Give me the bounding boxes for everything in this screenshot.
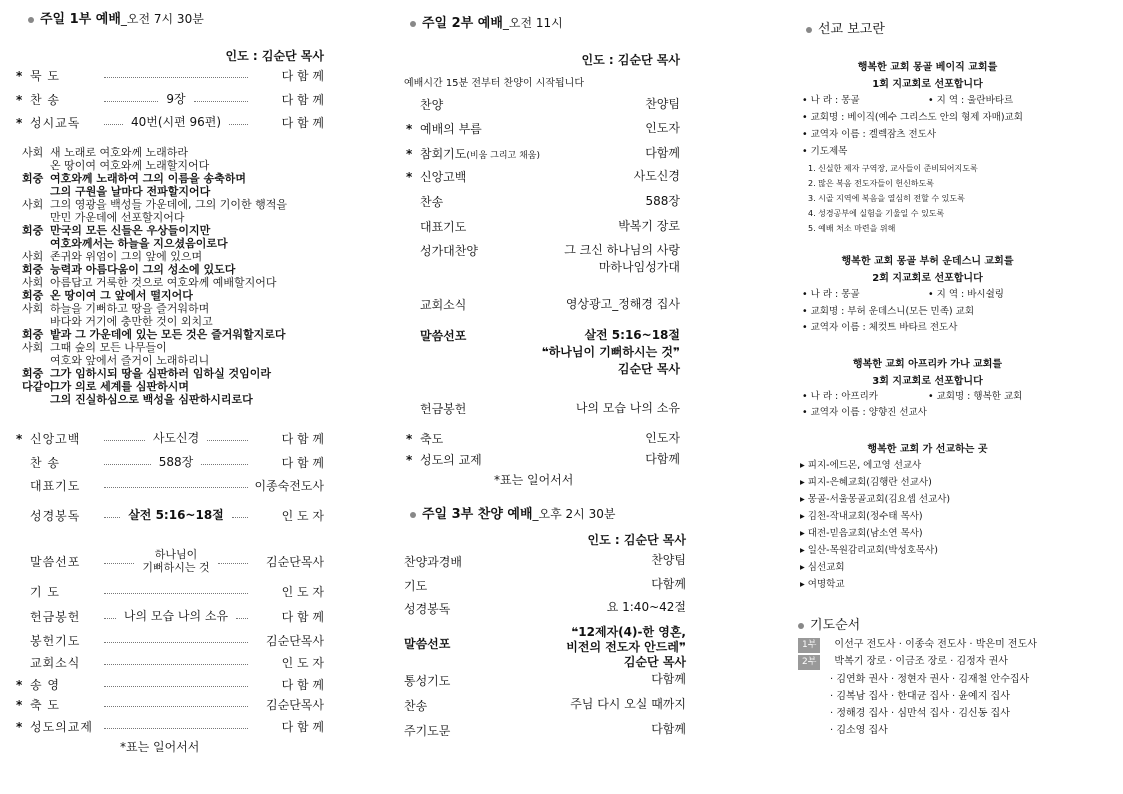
dotted-leader [104, 664, 248, 665]
order-detail [645, 145, 680, 162]
reading-line [22, 159, 342, 172]
order-person: 다 함 께 [281, 678, 324, 692]
order-label [406, 120, 482, 137]
reader-role: 회중 [22, 172, 44, 185]
order-detail [646, 193, 681, 210]
order-detail-line: 마하나임성가대 [598, 260, 680, 274]
service1-leader: 인도 : 김순단 목사 [225, 49, 324, 63]
order-label: 성도의교제 [30, 720, 93, 734]
star-mark: * [16, 697, 23, 712]
dotted-leader [201, 464, 248, 465]
order-label-text: 성가대찬양 [420, 244, 478, 258]
reader-role: 사회 [22, 276, 44, 289]
order-person: 김순단목사 [266, 554, 325, 569]
bullet-icon [410, 21, 416, 27]
mission-heading: 행복한 교회 가 선교하는 곳 [867, 444, 988, 455]
order-label: 말씀선포 [404, 637, 451, 651]
order-detail [542, 327, 680, 378]
dotted-leader [232, 517, 248, 518]
order-person: 다 함 께 [281, 69, 324, 83]
reading-text: 여호와께서는 하늘을 지으셨음이로다 [50, 237, 228, 250]
reading-line [22, 224, 342, 237]
dotted-leader [104, 101, 158, 102]
order-detail-line: 김순단 목사 [623, 655, 686, 669]
order-label [406, 451, 482, 468]
dotted-leader [218, 563, 248, 564]
order-label-text: 신앙고백 [420, 170, 467, 184]
order-row [16, 632, 324, 649]
reading-text: 여호와께 노래하여 그의 이름을 송축하며 [50, 172, 246, 185]
dotted-leader [104, 706, 248, 707]
star-mark: * [406, 122, 413, 136]
dotted-leader [104, 517, 120, 518]
order-label-note: (비움 그리고 채움) [466, 151, 540, 161]
reader-role: 다같이 [22, 380, 54, 393]
order-detail [645, 451, 680, 468]
mission-heading: 2회 지교회로 선포합니다 [872, 273, 983, 284]
reader-role: 사회 [22, 250, 44, 263]
order-row [16, 91, 324, 108]
order-label: 말씀선포 [30, 554, 81, 569]
reading-line [22, 250, 342, 263]
order-label-text: 교회소식 [420, 298, 467, 312]
order-person: 김순단목사 [266, 634, 324, 648]
dotted-leader [194, 101, 248, 102]
prayer-row [798, 637, 1037, 653]
reading-line [22, 172, 342, 185]
order-row [16, 430, 324, 447]
order-detail-line: 다함께 [651, 722, 686, 736]
order-label: 찬송 [404, 699, 428, 713]
reading-line [22, 263, 342, 276]
order-person: 다 함 께 [281, 720, 324, 734]
order-detail [566, 625, 686, 670]
reading-line [22, 276, 342, 289]
order-person: 다 함 께 [281, 610, 324, 624]
dotted-leader [104, 77, 248, 78]
order-detail-line: 박복기 장로 [618, 219, 680, 233]
reading-text: 그가 임하시되 땅을 심판하러 임하실 것임이라 [50, 367, 272, 380]
reading-line [22, 341, 342, 354]
service1-header [28, 8, 204, 27]
reader-role: 회중 [22, 224, 44, 237]
reading-line [22, 237, 342, 250]
order-label [406, 296, 466, 313]
mission-line: • 교회명 : 부허 운데스니(모든 민족) 교회 [802, 306, 974, 317]
service3-leader: 인도 : 김순단 목사 [587, 533, 686, 547]
order-label-text: 찬송 [420, 195, 444, 209]
mission-heading: 1회 지교회로 선포합니다 [872, 79, 983, 90]
prayer-order-header [798, 614, 860, 633]
prayer-names: · 정해경 집사 · 심만석 집사 · 김신동 집사 [830, 708, 1010, 719]
dotted-leader [104, 686, 248, 687]
dotted-leader [104, 440, 145, 441]
reading-line [22, 302, 342, 315]
reader-role: 사회 [22, 302, 44, 315]
order-label: 기 도 [30, 585, 60, 599]
order-detail: 사도신경 [149, 432, 203, 445]
reading-line [22, 315, 342, 328]
star-mark: * [406, 432, 413, 446]
dotted-leader [236, 618, 248, 619]
reading-text: 아름답고 거룩한 것으로 여호와께 예배할지어다 [50, 276, 277, 289]
order-label-text: 말씀선포 [420, 329, 467, 343]
reading-line [22, 380, 342, 393]
order-label: 대표기도 [30, 479, 81, 493]
order-label [406, 145, 540, 162]
order-detail [570, 697, 686, 712]
order-row [16, 676, 324, 693]
bullet-icon [28, 17, 34, 23]
reading-text: 존귀와 위엄이 그의 앞에 있으며 [50, 250, 203, 263]
dotted-leader [104, 464, 151, 465]
order-person: 다 함 께 [281, 93, 325, 107]
order-detail-line: ❝12제자(4)-한 영혼, [571, 625, 686, 639]
order-label-text: 예배의 부름 [420, 122, 482, 136]
mission-line: • 교역자 이름 : 겔렉잠츠 전도사 [802, 129, 937, 140]
order-label [406, 168, 466, 185]
dotted-leader [104, 124, 123, 125]
mission-line: • 지 역 : 울란바타르 [928, 95, 1014, 106]
order-label: 신앙고백 [30, 432, 81, 446]
service1-title: 주일 1부 예배 [40, 12, 121, 27]
order-label: 헌금봉헌 [30, 610, 81, 624]
mission-line: ▸ 피지-에드몬, 에고영 선교사 [800, 460, 922, 471]
reading-line [22, 354, 342, 367]
service2-title: 주일 2부 예배 [422, 16, 503, 31]
reader-role: 회중 [22, 328, 44, 341]
reader-role: 사회 [22, 198, 44, 211]
service2-header [410, 12, 563, 31]
order-detail: 9장 [162, 93, 189, 106]
reading-line [22, 198, 342, 211]
order-row [16, 477, 324, 494]
reading-line [22, 185, 342, 198]
mission-title: 선교 보고란 [818, 22, 885, 37]
reading-text: 그때 숲의 모든 나무들이 [50, 341, 167, 354]
order-detail [645, 430, 680, 447]
prayer-order-title: 기도순서 [810, 618, 861, 633]
reading-text: 만민 가운데에 선포할지어다 [50, 211, 185, 224]
responsive-reading [22, 146, 342, 406]
order-detail: 하나님이 기뻐하시는 것 [138, 548, 213, 574]
mission-line: ▸ 대전-믿음교회(남소연 목사) [800, 528, 923, 539]
prayer-topic: 5. 예배 처소 마련을 위해 [808, 224, 896, 233]
order-label-text: 참회기도 [420, 147, 467, 161]
order-label [406, 193, 443, 210]
service1-time: _오전 7시 30분 [120, 12, 204, 26]
star-mark: * [16, 68, 23, 83]
order-detail-line: 주님 다시 오실 때까지 [570, 697, 686, 711]
order-label: 찬양과경배 [404, 555, 462, 569]
reading-text: 그의 구원을 날마다 전파할지어다 [50, 185, 211, 198]
order-label: 성경봉독 [30, 509, 81, 523]
mission-heading: 행복한 교회 몽골 베이직 교회를 [857, 62, 998, 73]
order-detail-line: 비전의 전도자 안드레❞ [566, 640, 686, 654]
order-row [16, 507, 324, 524]
service1-note: *표는 일어서서 [120, 740, 200, 754]
order-detail-line: 찬양팀 [651, 553, 686, 567]
order-detail [645, 120, 680, 137]
order-detail [564, 242, 680, 276]
order-detail-line: ❝하나님이 기뻐하시는 것❞ [541, 345, 680, 359]
order-detail-line: 인도자 [645, 431, 680, 445]
reading-text: 그의 진실하심으로 백성을 심판하시리로다 [50, 393, 253, 406]
prayer-names: · 김소영 집사 [830, 725, 888, 736]
star-mark: * [16, 115, 23, 130]
order-detail-line: 다함께 [645, 452, 680, 466]
mission-line: ▸ 심선교회 [800, 562, 845, 573]
order-detail-line: 영상광고_정해경 집사 [565, 297, 680, 311]
order-label: 봉헌기도 [30, 634, 81, 648]
order-person: 김순단목사 [266, 698, 324, 712]
mission-line: • 교역자 이름 : 양향진 선교사 [802, 407, 927, 418]
reading-line [22, 328, 342, 341]
order-person: 인 도 자 [281, 585, 324, 599]
order-detail: 40번(시편 96편) [127, 116, 225, 129]
order-detail [651, 722, 686, 737]
dotted-leader [104, 618, 116, 619]
mission-line: ▸ 여명학교 [800, 579, 845, 590]
order-detail: 588장 [155, 456, 198, 469]
order-label-text: 성도의 교제 [420, 453, 482, 467]
mission-line: • 지 역 : 바시쉴링 [928, 289, 1004, 300]
order-row [16, 454, 324, 471]
order-detail-line: 다함께 [651, 672, 686, 686]
order-detail [576, 400, 680, 417]
dotted-leader [104, 728, 248, 729]
prayer-topic: 3. 시골 지역에 복음을 열심히 전할 수 있도록 [808, 194, 965, 203]
order-row [16, 114, 324, 131]
order-label: 찬 송 [30, 93, 60, 107]
order-person: 다 함 께 [281, 432, 324, 446]
bullet-icon [410, 512, 416, 518]
order-row [16, 654, 324, 671]
service2-notice: 예배시간 15분 전부터 찬양이 시작됩니다 [404, 78, 584, 89]
service-tag: 2부 [798, 655, 820, 670]
reading-text: 밭과 그 가운데에 있는 모든 것은 즐거워할지로다 [50, 328, 286, 341]
order-detail-line: 사도신경 [633, 169, 680, 183]
reader-role: 사회 [22, 341, 44, 354]
prayer-topic: 4. 성경공부에 실험을 기울일 수 있도록 [808, 209, 945, 218]
order-label [406, 430, 443, 447]
order-row [16, 67, 324, 84]
star-mark: * [16, 719, 23, 734]
reading-text: 바다와 거기에 충만한 것이 외치고 [50, 315, 213, 328]
reader-role: 회중 [22, 289, 44, 302]
reading-text: 여호와 앞에서 즐거이 노래하리니 [50, 354, 210, 367]
reader-role: 회중 [22, 263, 44, 276]
order-detail: 나의 모습 나의 소유 [120, 610, 232, 623]
reading-text: 온 땅이여 그 앞에서 떨지어다 [50, 289, 193, 302]
reading-line [22, 146, 342, 159]
bullet-icon [806, 27, 812, 33]
reading-text: 새 노래로 여호와께 노래하라 [50, 146, 189, 159]
order-detail [634, 168, 680, 185]
mission-heading: 행복한 교회 몽골 부허 운데스니 교회를 [841, 256, 1014, 267]
reading-line [22, 211, 342, 224]
order-label [406, 327, 466, 344]
order-detail-line: 그 크신 하나님의 사랑 [564, 243, 680, 257]
order-label: 성시교독 [30, 116, 81, 130]
reading-line [22, 393, 342, 406]
order-person: 인 도 자 [281, 656, 324, 670]
order-label-text: 찬양 [420, 98, 444, 112]
dotted-leader [104, 563, 134, 564]
reader-role: 회중 [22, 367, 44, 380]
prayer-names: · 김연화 권사 · 정현자 권사 · 김재철 안수집사 [830, 674, 1030, 685]
reading-text: 그의 영광을 백성들 가운데에, 그의 기이한 행적을 [50, 198, 287, 211]
dotted-leader [207, 440, 248, 441]
prayer-names: 이선구 전도사 · 이종숙 전도사 · 박은미 전도사 [834, 639, 1037, 650]
order-detail-line: 나의 모습 나의 소유 [575, 401, 680, 415]
order-detail-line: 김순단 목사 [617, 362, 680, 376]
prayer-names: 박복기 장로 · 이금조 장로 · 김정자 권사 [834, 656, 1008, 667]
order-label: 교회소식 [30, 656, 81, 670]
mission-heading: 행복한 교회 아프리카 가나 교회를 [852, 359, 1003, 370]
order-detail-line: 다함께 [645, 146, 680, 160]
order-person: 다 함 께 [281, 456, 324, 470]
order-label [406, 400, 466, 417]
order-label: 축 도 [30, 698, 60, 712]
service3-time: _오후 2시 30분 [532, 507, 616, 521]
mission-line: • 교역자 이름 : 체컷트 바타르 전도사 [802, 322, 958, 333]
order-detail [645, 96, 680, 113]
dotted-leader [104, 487, 248, 488]
order-detail-line: 요 1:40~42절 [606, 600, 686, 614]
order-label: 기도 [404, 579, 428, 593]
order-label [406, 242, 478, 259]
mission-line: • 교회명 : 행복한 교회 [928, 391, 1023, 402]
reading-text: 온 땅이여 여호와께 노래할지어다 [50, 159, 210, 172]
mission-line: • 교회명 : 베이직(예수 그리스도 안의 형제 자매)교회 [802, 112, 1023, 123]
service2-time: _오전 11시 [502, 16, 563, 30]
order-label: 묵 도 [30, 69, 60, 83]
star-mark: * [16, 677, 23, 692]
mission-line: • 나 라 : 몽골 [802, 289, 860, 300]
star-mark: * [406, 453, 413, 467]
reading-text: 그가 의로 세계를 심판하시며 [50, 380, 189, 393]
order-label: 찬 송 [30, 456, 60, 470]
mission-line: ▸ 피지-은혜교회(김행란 선교사) [800, 477, 932, 488]
order-detail-line: 살전 5:16~18절 [584, 328, 680, 342]
mission-line: ▸ 김천-작내교회(정수태 목사) [800, 511, 923, 522]
mission-line: • 나 라 : 아프리카 [802, 391, 878, 402]
order-detail [566, 296, 680, 313]
order-label: 송 영 [30, 678, 60, 692]
order-detail-line: 찬양팀 [645, 97, 680, 111]
order-row [16, 718, 324, 735]
star-mark: * [406, 170, 413, 184]
dotted-leader [104, 642, 248, 643]
star-mark: * [16, 431, 23, 446]
order-detail [607, 600, 686, 615]
mission-header [806, 18, 885, 37]
order-detail-line: 인도자 [645, 121, 680, 135]
mission-line: • 기도제목 [802, 146, 848, 157]
order-label [406, 218, 466, 235]
prayer-topic: 2. 많은 복음 전도자들이 헌신하도록 [808, 179, 934, 188]
reading-text: 하늘을 기뻐하고 땅을 즐거워하며 [50, 302, 210, 315]
star-mark: * [406, 147, 413, 161]
mission-line: ▸ 몽골-서울몽골교회(김요셉 선교사) [800, 494, 951, 505]
order-label: 주기도문 [404, 724, 451, 738]
reading-line [22, 289, 342, 302]
order-label [406, 96, 443, 113]
star-mark: * [16, 92, 23, 107]
reader-role: 사회 [22, 146, 44, 159]
order-person: 인 도 자 [281, 509, 324, 523]
mission-heading: 3회 지교회로 선포합니다 [872, 376, 983, 387]
prayer-row [798, 654, 1008, 670]
order-row [16, 608, 324, 625]
reading-text: 만국의 모든 신들은 우상들이지만 [50, 224, 211, 237]
bullet-icon [798, 623, 804, 629]
prayer-names: · 김복남 집사 · 한대균 집사 · 윤예지 집사 [830, 691, 1010, 702]
order-detail [651, 553, 686, 568]
dotted-leader [104, 593, 248, 594]
order-detail [618, 218, 680, 235]
mission-line: ▸ 일산-목원감리교회(박성호목사) [800, 545, 938, 556]
order-label-text: 축도 [420, 432, 444, 446]
service3-title: 주일 3부 찬양 예배 [422, 507, 533, 522]
order-label: 성경봉독 [404, 602, 451, 616]
service3-header [410, 503, 615, 522]
order-person: 다 함 께 [281, 116, 324, 130]
order-detail-line: 588장 [645, 194, 680, 208]
order-row [16, 583, 324, 600]
order-detail-line: 다함께 [651, 577, 686, 591]
order-row [16, 548, 324, 574]
prayer-topic: 1. 신실한 제자 구역장, 교사들이 준비되어지도록 [808, 164, 978, 173]
mission-line: • 나 라 : 몽골 [802, 95, 860, 106]
order-label-text: 대표기도 [420, 220, 467, 234]
service2-note: *표는 일어서서 [494, 473, 574, 487]
order-detail [651, 672, 686, 687]
service-tag: 1부 [798, 638, 820, 653]
reading-text: 능력과 아름다움이 그의 성소에 있도다 [50, 263, 236, 276]
dotted-leader [229, 124, 248, 125]
order-row [16, 696, 324, 713]
order-label: 통성기도 [404, 674, 451, 688]
order-detail [651, 577, 686, 592]
order-person: 이종숙전도사 [254, 479, 324, 493]
reading-line [22, 367, 342, 380]
order-label-text: 헌금봉헌 [420, 402, 467, 416]
order-detail: 살전 5:16~18절 [124, 509, 228, 522]
service2-leader: 인도 : 김순단 목사 [581, 53, 680, 67]
